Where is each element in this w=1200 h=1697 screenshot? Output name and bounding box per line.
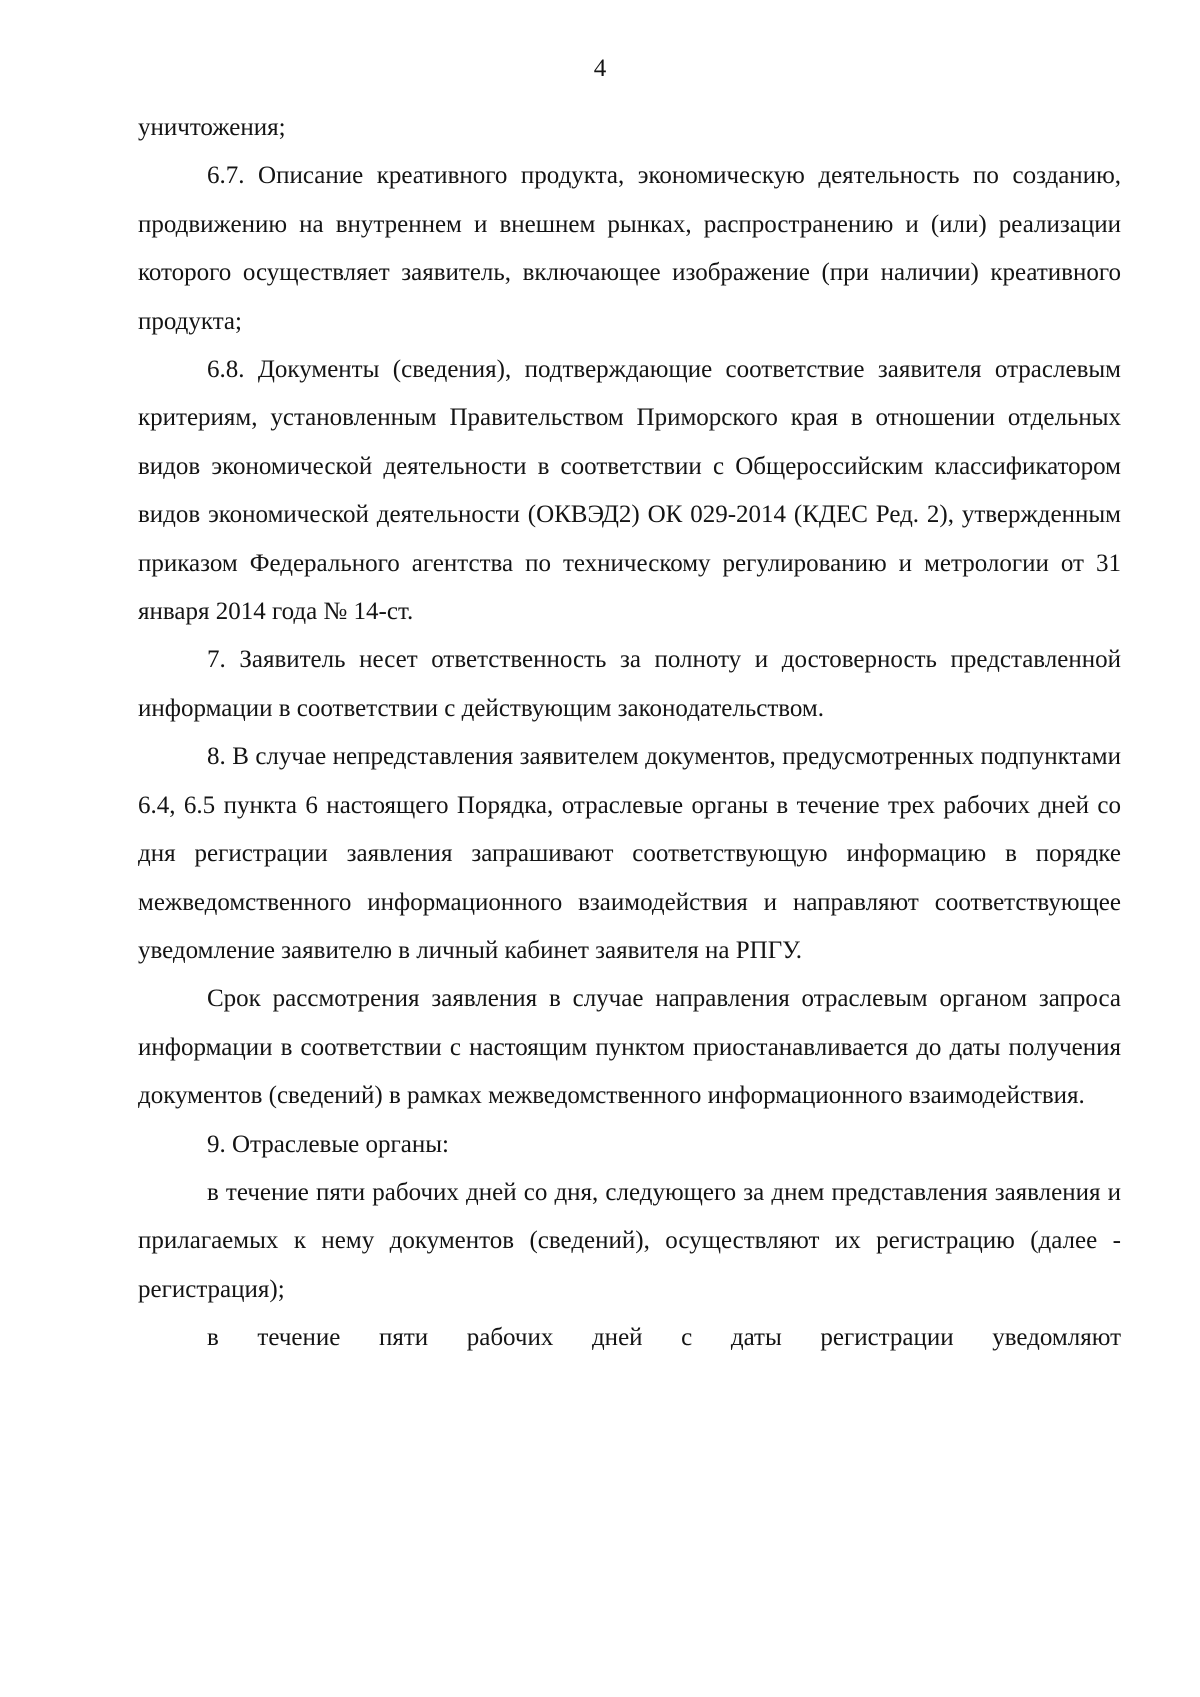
paragraph-9-notification: в течение пяти рабочих дней с даты регистрации уведомляют [207,1324,1121,1352]
page-number: 4 [593,55,607,82]
paragraph-6-8: 6.8. Документы (сведения), подтверждающие соответствие заявителя отраслевым критериям, установленным Правительством Приморского края в отношении отдельных видов экономической деятельности в соответствии с Общероссийским классификатором видов экономической деятельности (ОКВЭД2) ОК 029-2014 (КДЕС Ред. 2), утвержденным приказом Федерального агентства по техническому регулированию и метрологии от 31 января 2014 года № 14-ст. [138,356,1121,626]
paragraph-8-term: Срок рассмотрения заявления в случае направления отраслевым органом запроса информации в соответствии с настоящим пунктом приостанавливается до даты получения документов (сведений) в рамках межведомственного информационного взаимодействия. [138,985,1121,1110]
paragraph-continuation: уничтожения; [138,114,286,141]
paragraph-8: 8. В случае непредставления заявителем документов, предусмотренных подпунктами 6.4, 6.5 пункта 6 настоящего Порядка, отраслевые органы в течение трех рабочих дней со дня регистрации заявления запрашивают соответствующую информацию в порядке межведомственного информационного взаимодействия и направляют соответствующее уведомление заявителю в личный кабинет заявителя на РПГУ. [138,743,1121,964]
paragraph-9-registration: в течение пяти рабочих дней со дня, следующего за днем представления заявления и прилагаемых к нему документов (сведений), осуществляют их регистрацию (далее - регистрация); [138,1178,1121,1303]
paragraph-9: 9. Отраслевые органы: [207,1130,449,1158]
document-body [138,104,1121,1363]
paragraph-7: 7. Заявитель несет ответственность за полноту и достоверность представленной информации в соответствии с действующим законодательством. [138,646,1121,722]
paragraph-6-7: 6.7. Описание креативного продукта, экономическую деятельность по созданию, продвижению на внутреннем и внешнем рынках, распространению и (или) реализации которого осуществляет заявитель, включающее изображение (при наличии) креативного продукта; [138,162,1121,335]
